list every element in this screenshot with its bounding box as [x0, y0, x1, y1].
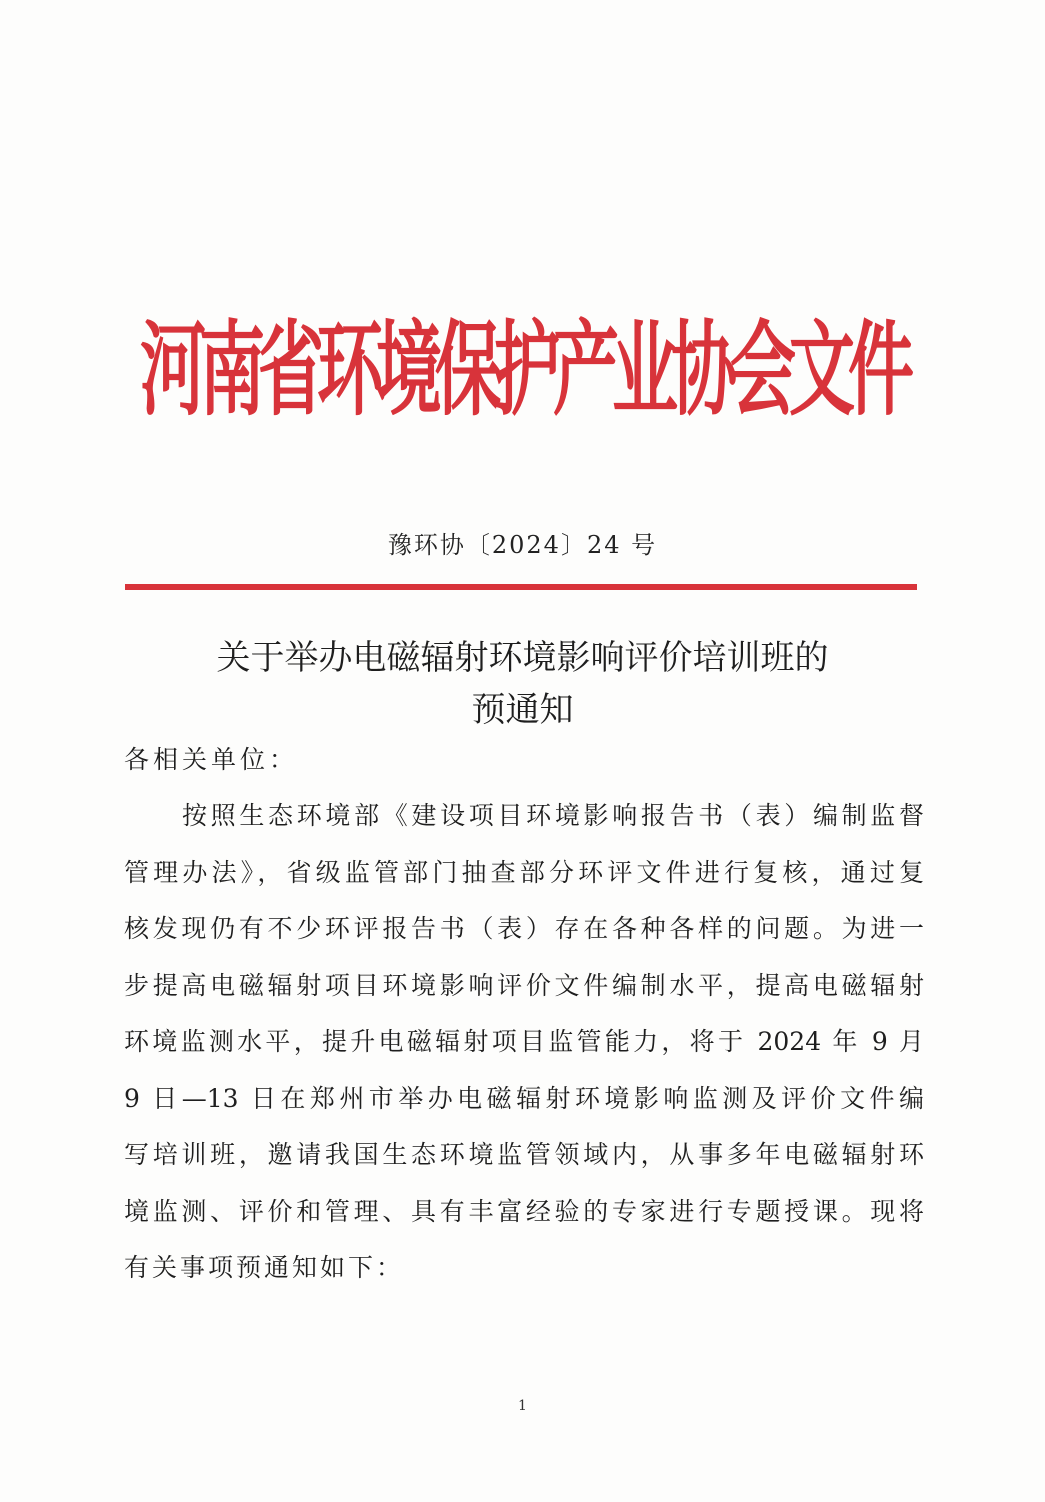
body-line: 管理办法》，省级监管部门抽查部分环评文件进行复核，通过复 — [124, 857, 924, 887]
org-title-char: 协 — [671, 309, 737, 429]
body-line: 境监测、评价和管理、具有丰富经验的专家进行专题授课。现将 — [124, 1196, 924, 1226]
organization-header-title — [140, 252, 914, 469]
org-title-char: 河 — [140, 309, 206, 429]
org-title-char: 业 — [612, 309, 678, 429]
body-line: 有关事项预通知如下： — [124, 1253, 405, 1282]
body-line: 按照生态环境部《建设项目环境影响报告书（表）编制监督 — [182, 801, 924, 830]
org-title-char: 南 — [199, 309, 265, 429]
notice-body — [124, 788, 924, 1297]
org-title-char: 件 — [848, 309, 914, 429]
body-line: 9 日—13 日在郑州市举办电磁辐射环境影响监测及评价文件编 — [124, 1083, 924, 1113]
notice-title-line-2: 预通知 — [471, 690, 574, 730]
body-line: 环境监测水平，提升电磁辐射项目监管能力，将于 2024 年 9 月 — [124, 1027, 924, 1056]
page-number: 1 — [518, 1398, 527, 1414]
body-line: 核发现仍有不少环评报告书（表）存在各种各样的问题。为进一 — [124, 914, 924, 943]
org-title-char: 会 — [730, 309, 796, 429]
org-title-char: 省 — [258, 309, 324, 429]
body-line: 步提高电磁辐射项目环境影响评价文件编制水平，提高电磁辐射 — [124, 970, 924, 1000]
org-title-char: 产 — [553, 309, 619, 429]
notice-title — [0, 632, 1045, 736]
salutation: 各相关单位： — [124, 745, 299, 774]
org-title-char: 环 — [317, 309, 383, 429]
body-line: 写培训班，邀请我国生态环境监管领域内，从事多年电磁辐射环 — [124, 1140, 924, 1169]
org-title-char: 文 — [789, 309, 855, 429]
org-title-char: 境 — [376, 309, 442, 429]
notice-title-line-1: 关于举办电磁辐射环境影响评价培训班的 — [216, 638, 829, 678]
org-title-char: 护 — [494, 309, 560, 429]
document-number: 豫环协〔2024〕24 号 — [387, 531, 658, 559]
org-title-char: 保 — [435, 309, 501, 429]
red-divider-line — [125, 584, 917, 590]
